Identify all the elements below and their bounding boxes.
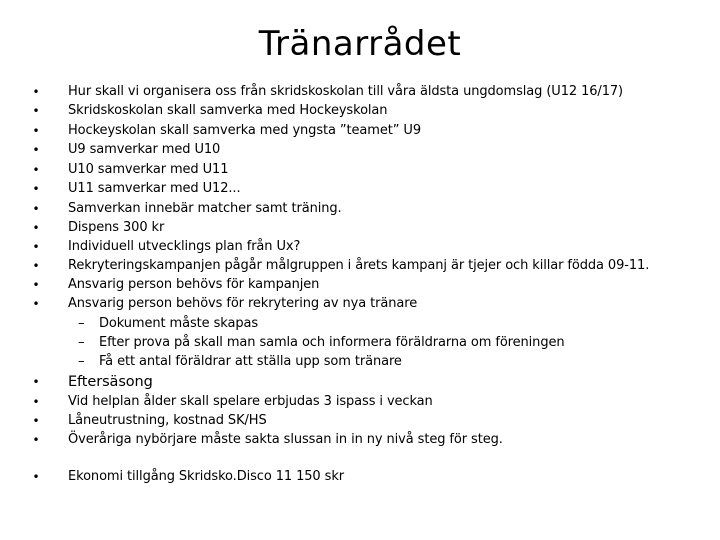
bullet-icon: • bbox=[32, 278, 40, 292]
sub-list-item-text: Dokument måste skapas bbox=[99, 316, 259, 331]
list-item-text: Rekryteringskampanjen pågår målgruppen i årets kampanj är tjejer och killar födda 09-11. bbox=[68, 258, 650, 273]
list-item-text: Låneutrustning, kostnad SK/HS bbox=[68, 413, 267, 428]
list-item-text: Ekonomi tillgång Skridsko.Disco 11 150 skr bbox=[68, 469, 344, 484]
sub-list-item-text: Få ett antal föräldrar att ställa upp som tränare bbox=[99, 354, 402, 369]
bullet-icon: • bbox=[32, 143, 40, 157]
bullet-icon: • bbox=[32, 375, 40, 389]
bullet-icon: • bbox=[32, 221, 40, 235]
list-item-text: Dispens 300 kr bbox=[68, 220, 165, 235]
bullet-icon: • bbox=[32, 297, 40, 311]
bullet-icon: • bbox=[32, 240, 40, 254]
bullet-icon: • bbox=[32, 182, 40, 196]
dash-icon: – bbox=[78, 354, 85, 369]
list-item-text: Hur skall vi organisera oss från skridskoskolan till våra äldsta ungdomslag (U12 16/17) bbox=[68, 84, 624, 99]
list-item-text: Ansvarig person behövs för kampanjen bbox=[68, 277, 320, 292]
list-item-text: U11 samverkar med U12... bbox=[68, 181, 241, 196]
list-item-text: Skridskoskolan skall samverka med Hockeyskolan bbox=[68, 103, 388, 118]
sub-list-item-text: Efter prova på skall man samla och informera föräldrarna om föreningen bbox=[99, 335, 565, 350]
bullet-icon: • bbox=[32, 202, 40, 216]
dash-icon: – bbox=[78, 335, 85, 350]
list-item-text: Överåriga nybörjare måste sakta slussan in in ny nivå steg för steg. bbox=[68, 432, 503, 447]
bullet-icon: • bbox=[32, 433, 40, 447]
bullet-icon: • bbox=[32, 163, 40, 177]
list-item-text: Individuell utvecklings plan från Ux? bbox=[68, 239, 301, 254]
list-item-text: U10 samverkar med U11 bbox=[68, 162, 229, 177]
list-item-text: Ansvarig person behövs för rekrytering av nya tränare bbox=[68, 296, 418, 311]
bullet-icon: • bbox=[32, 470, 40, 484]
bullet-icon: • bbox=[32, 414, 40, 428]
list-item-text: U9 samverkar med U10 bbox=[68, 142, 221, 157]
bullet-icon: • bbox=[32, 104, 40, 118]
list-item-text: Vid helplan ålder skall spelare erbjudas 3 ispass i veckan bbox=[68, 394, 433, 409]
list-item-text: Samverkan innebär matcher samt träning. bbox=[68, 201, 342, 216]
dash-icon: – bbox=[78, 316, 85, 331]
bullet-icon: • bbox=[32, 395, 40, 409]
slide-title: Tränarrådet bbox=[258, 24, 462, 64]
bullet-icon: • bbox=[32, 124, 40, 138]
bullet-icon: • bbox=[32, 85, 40, 99]
list-item-text: Hockeyskolan skall samverka med yngsta ”teamet” U9 bbox=[68, 123, 422, 138]
section-heading: Eftersäsong bbox=[68, 374, 153, 390]
bullet-icon: • bbox=[32, 259, 40, 273]
